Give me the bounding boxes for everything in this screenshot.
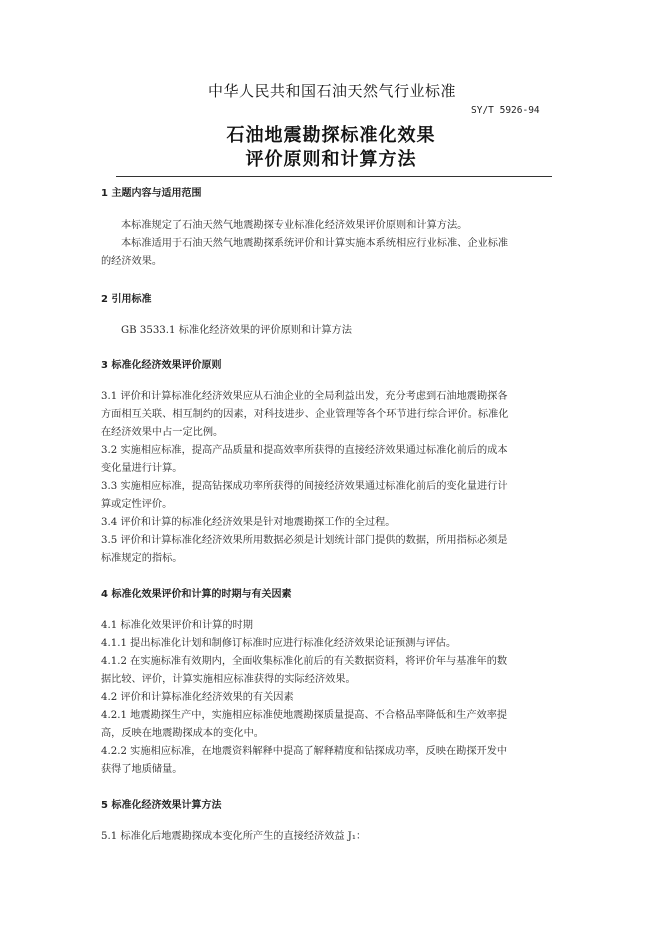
paragraph-line: 3.1 评价和计算标准化经济效果应从石油企业的全局利益出发，充分考虑到石油地震勘探各 [101, 391, 508, 402]
doc-title-line1: 石油地震勘探标准化效果 [226, 125, 436, 146]
paragraph-line: 3.2 实施相应标准，提高产品质量和提高效率所获得的直接经济效果通过标准化前后的成本 [101, 445, 508, 456]
paragraph-line: 4.1.1 提出标准化计划和制修订标准时应进行标准化经济效果论证预测与评估。 [101, 638, 457, 649]
paragraph-line: 算或定性评价。 [101, 499, 173, 510]
section-heading: 5 标准化经济效果计算方法 [101, 800, 222, 811]
section-heading: 1 主题内容与适用范围 [101, 188, 202, 199]
paragraph-line: GB 3533.1 标准化经济效果的评价原则和计算方法 [121, 325, 352, 336]
paragraph-line: 据比较、评价，计算实施相应标准获得的实际经济效果。 [101, 674, 356, 685]
paragraph-line: 获得了地质储量。 [101, 764, 183, 775]
section-heading: 2 引用标准 [101, 294, 152, 305]
paragraph-line: 在经济效果中占一定比例。 [101, 427, 224, 438]
paragraph-line: 3.3 实施相应标准，提高钻探成功率所获得的间接经济效果通过标准化前后的变化量进行计 [101, 481, 508, 492]
paragraph-line: 3.5 评价和计算标准化经济效果所用数据必须是计划统计部门提供的数据，所用指标必须是 [101, 535, 508, 546]
paragraph-line: 5.1 标准化后地震勘探成本变化所产生的直接经济效益 J₁： [101, 831, 367, 842]
paragraph-line: 高，反映在地震勘探成本的变化中。 [101, 728, 264, 739]
section-heading: 3 标准化经济效果评价原则 [101, 360, 222, 371]
paragraph-line: 标准规定的指标。 [101, 553, 183, 564]
title-rule [116, 176, 552, 177]
org-title: 中华人民共和国石油天然气行业标准 [208, 82, 457, 100]
doc-title-line2: 评价原则和计算方法 [245, 149, 417, 170]
paragraph-line: 4.2.2 实施相应标准，在地震资料解释中提高了解释精度和钻探成功率，反映在勘探开发中 [101, 746, 508, 757]
paragraph-line: 4.2.1 地震勘探生产中，实施相应标准使地震勘探质量提高、不合格品率降低和生产效率提 [101, 710, 508, 721]
standard-code: SY/T 5926-94 [471, 105, 540, 116]
paragraph-line: 方面相互关联、相互制约的因素，对科技进步、企业管理等各个环节进行综合评价。标准化 [101, 409, 509, 420]
paragraph-line: 变化量进行计算。 [101, 463, 183, 474]
paragraph-line: 4.1 标准化效果评价和计算的时期 [101, 620, 253, 631]
paragraph-line: 4.2 评价和计算标准化经济效果的有关因素 [101, 692, 294, 703]
paragraph-line: 3.4 评价和计算的标准化经济效果是针对地震勘探工作的全过程。 [101, 517, 396, 528]
paragraph-line: 的经济效果。 [101, 256, 163, 267]
paragraph-line: 本标准规定了石油天然气地震勘探专业标准化经济效果评价原则和计算方法。 [121, 220, 468, 231]
paragraph-line: 4.1.2 在实施标准有效期内，全面收集标准化前后的有关数据资料，将评价年与基准年的数 [101, 656, 508, 667]
section-heading: 4 标准化效果评价和计算的时期与有关因素 [101, 589, 292, 600]
paragraph-line: 本标准适用于石油天然气地震勘探系统评价和计算实施本系统相应行业标准、企业标准 [121, 238, 509, 249]
